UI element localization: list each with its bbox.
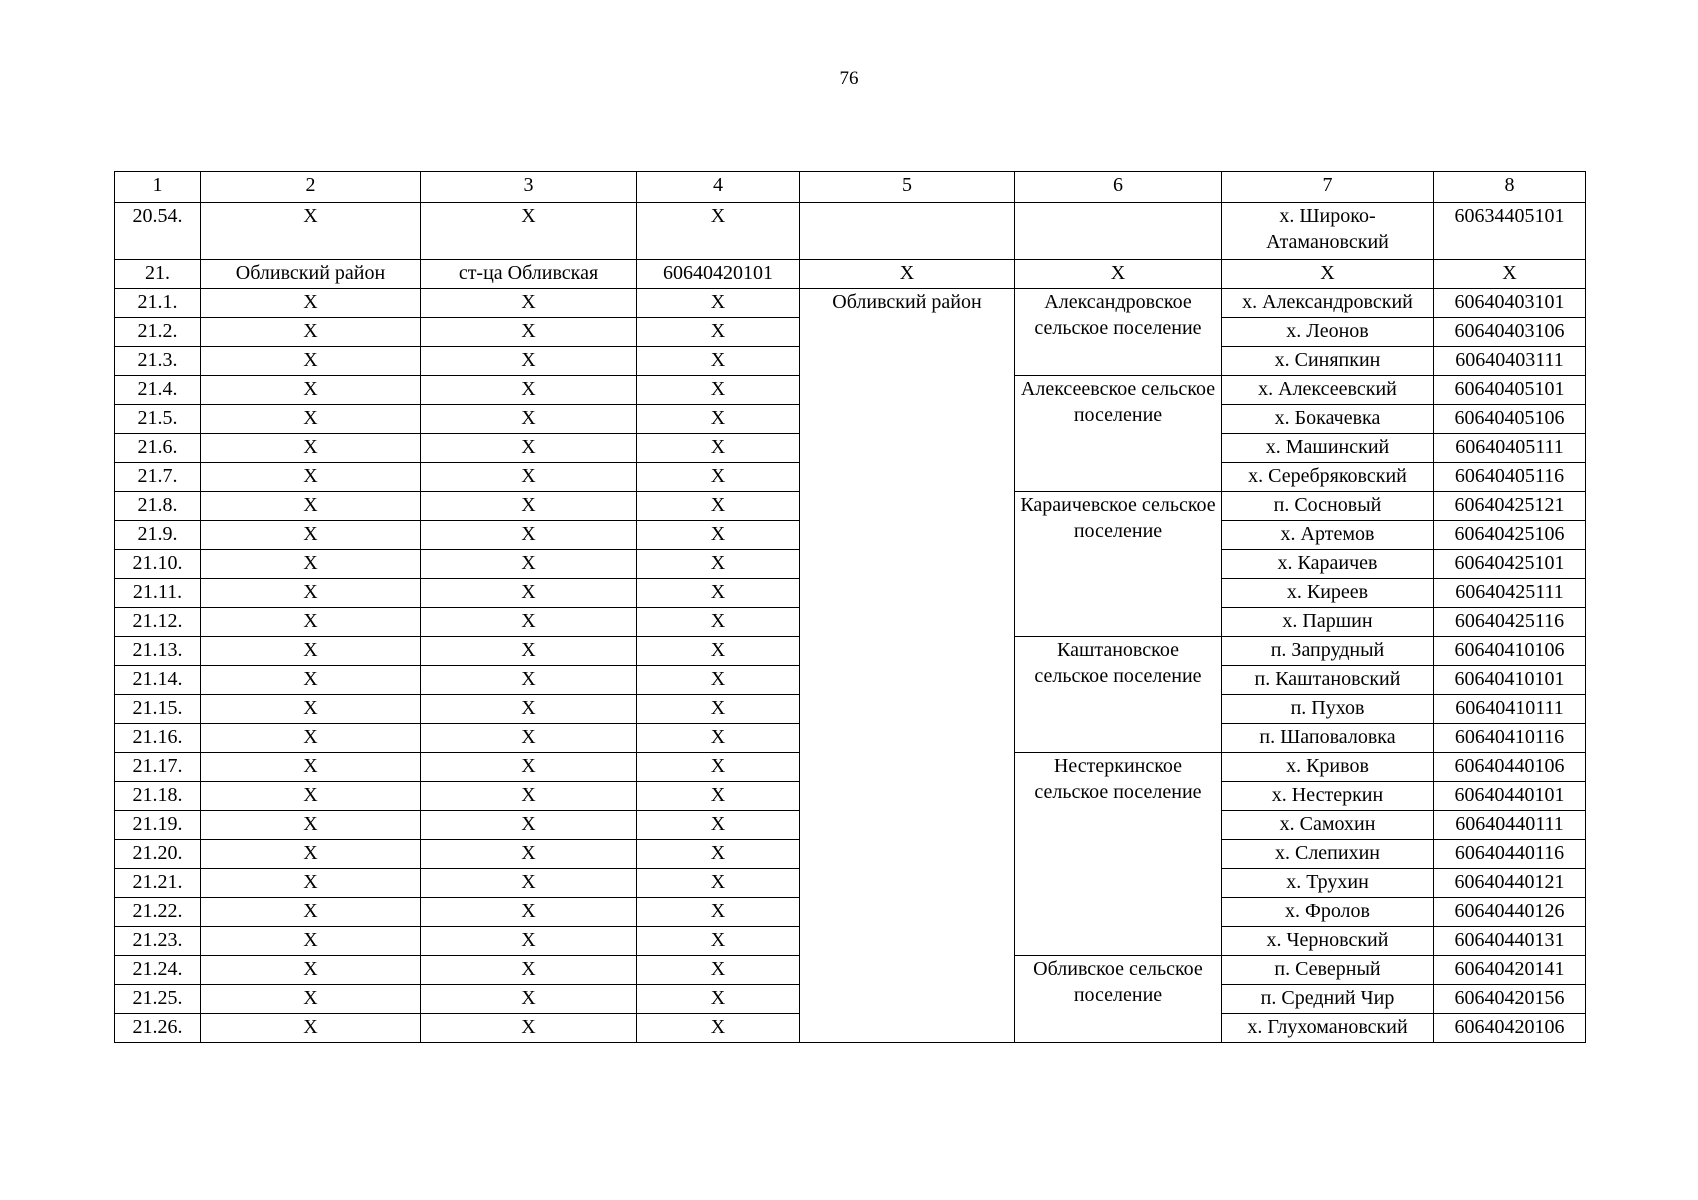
oktmo-code: 60640440111 (1434, 811, 1586, 840)
x-mark-cell: Х (421, 985, 637, 1014)
x-mark-cell: Х (201, 753, 421, 782)
row-number: 21.25. (115, 985, 201, 1014)
place-name: х. Синяпкин (1222, 347, 1434, 376)
place-name: х. Машинский (1222, 434, 1434, 463)
x-mark-cell: Х (637, 521, 800, 550)
table-cell: Х (800, 260, 1015, 289)
x-mark-cell: Х (421, 492, 637, 521)
x-mark-cell: Х (637, 492, 800, 521)
place-name: п. Северный (1222, 956, 1434, 985)
x-mark-cell: Х (421, 347, 637, 376)
oktmo-code: 60640425121 (1434, 492, 1586, 521)
x-mark-cell: Х (421, 724, 637, 753)
settlement-name: Обливское сельское поселение (1015, 956, 1222, 1043)
row-number: 21.1. (115, 289, 201, 318)
oktmo-code: 60640410101 (1434, 666, 1586, 695)
x-mark-cell: Х (201, 434, 421, 463)
row-number: 21.18. (115, 782, 201, 811)
column-header-row (115, 172, 1586, 203)
x-mark-cell: Х (201, 695, 421, 724)
oktmo-code: 60640410111 (1434, 695, 1586, 724)
x-mark-cell: Х (201, 376, 421, 405)
table-cell: 60640420101 (637, 260, 800, 289)
x-mark-cell: Х (637, 753, 800, 782)
x-mark-cell: Х (421, 927, 637, 956)
place-name: х. Караичев (1222, 550, 1434, 579)
table-cell (800, 203, 1015, 260)
row-number: 21.15. (115, 695, 201, 724)
x-mark-cell: Х (637, 898, 800, 927)
x-mark-cell: Х (201, 927, 421, 956)
place-name: х. Алексеевский (1222, 376, 1434, 405)
place-name: х. Фролов (1222, 898, 1434, 927)
row-number: 21.13. (115, 637, 201, 666)
place-name: х. Черновский (1222, 927, 1434, 956)
x-mark-cell: Х (637, 782, 800, 811)
place-name: х. Самохин (1222, 811, 1434, 840)
oktmo-code: 60640420156 (1434, 985, 1586, 1014)
x-mark-cell: Х (637, 318, 800, 347)
oktmo-code: 60640405106 (1434, 405, 1586, 434)
x-mark-cell: Х (421, 318, 637, 347)
table-cell: Обливский район (201, 260, 421, 289)
x-mark-cell: Х (421, 956, 637, 985)
x-mark-cell: Х (201, 956, 421, 985)
oktmo-code: 60640425106 (1434, 521, 1586, 550)
place-name: х. Глухомановский (1222, 1014, 1434, 1043)
x-mark-cell: Х (637, 927, 800, 956)
x-mark-cell: Х (421, 695, 637, 724)
column-header: 4 (637, 172, 800, 203)
x-mark-cell: Х (201, 985, 421, 1014)
place-name: х. Киреев (1222, 579, 1434, 608)
x-mark-cell: Х (637, 695, 800, 724)
row-number: 21.5. (115, 405, 201, 434)
oktmo-code: 60640403106 (1434, 318, 1586, 347)
row-number: 21.9. (115, 521, 201, 550)
place-name: х. Леонов (1222, 318, 1434, 347)
place-name: п. Сосновый (1222, 492, 1434, 521)
district-name: Обливский район (800, 289, 1015, 1043)
x-mark-cell: Х (637, 463, 800, 492)
x-mark-cell: Х (637, 434, 800, 463)
x-mark-cell: Х (421, 289, 637, 318)
place-name: х. Бокачевка (1222, 405, 1434, 434)
x-mark-cell: Х (201, 521, 421, 550)
x-mark-cell: Х (421, 637, 637, 666)
x-mark-cell: Х (201, 579, 421, 608)
row-number: 21.21. (115, 869, 201, 898)
settlements-table (114, 171, 1586, 1043)
table-row (115, 289, 1586, 318)
oktmo-code: 60640440101 (1434, 782, 1586, 811)
oktmo-code: 60640420106 (1434, 1014, 1586, 1043)
x-mark-cell: Х (421, 405, 637, 434)
table-cell: Х (637, 203, 800, 260)
oktmo-code: 60640440126 (1434, 898, 1586, 927)
row-number: 21. (115, 260, 201, 289)
x-mark-cell: Х (637, 666, 800, 695)
x-mark-cell: Х (421, 608, 637, 637)
x-mark-cell: Х (421, 898, 637, 927)
x-mark-cell: Х (421, 782, 637, 811)
place-name: х. Нестеркин (1222, 782, 1434, 811)
row-number: 21.16. (115, 724, 201, 753)
x-mark-cell: Х (421, 753, 637, 782)
x-mark-cell: Х (421, 463, 637, 492)
place-name: х. Кривов (1222, 753, 1434, 782)
column-header: 7 (1222, 172, 1434, 203)
place-name: х. Артемов (1222, 521, 1434, 550)
x-mark-cell: Х (201, 724, 421, 753)
x-mark-cell: Х (201, 898, 421, 927)
oktmo-code: 60640425111 (1434, 579, 1586, 608)
row-number: 21.8. (115, 492, 201, 521)
column-header: 5 (800, 172, 1015, 203)
x-mark-cell: Х (637, 608, 800, 637)
x-mark-cell: Х (637, 376, 800, 405)
column-header: 6 (1015, 172, 1222, 203)
settlement-name: Караичевское сельское поселение (1015, 492, 1222, 637)
x-mark-cell: Х (637, 869, 800, 898)
settlement-name: Александровское сельское поселение (1015, 289, 1222, 376)
oktmo-code: 60640403111 (1434, 347, 1586, 376)
column-header: 8 (1434, 172, 1586, 203)
table-cell: Х (201, 203, 421, 260)
row-number: 21.24. (115, 956, 201, 985)
x-mark-cell: Х (637, 405, 800, 434)
x-mark-cell: Х (637, 637, 800, 666)
x-mark-cell: Х (421, 840, 637, 869)
x-mark-cell: Х (201, 347, 421, 376)
place-name: х. Слепихин (1222, 840, 1434, 869)
place-name: х. Трухин (1222, 869, 1434, 898)
x-mark-cell: Х (201, 782, 421, 811)
x-mark-cell: Х (421, 811, 637, 840)
table-cell: Х (1434, 260, 1586, 289)
x-mark-cell: Х (637, 840, 800, 869)
x-mark-cell: Х (421, 434, 637, 463)
settlement-name: Каштановское сельское поселение (1015, 637, 1222, 753)
oktmo-code: 60640440116 (1434, 840, 1586, 869)
row-number: 21.2. (115, 318, 201, 347)
x-mark-cell: Х (637, 1014, 800, 1043)
table-body (115, 172, 1586, 1043)
x-mark-cell: Х (201, 289, 421, 318)
x-mark-cell: Х (637, 579, 800, 608)
place-name: п. Пухов (1222, 695, 1434, 724)
x-mark-cell: Х (421, 869, 637, 898)
place-name: п. Шаповаловка (1222, 724, 1434, 753)
settlement-name: Алексеевское сельское поселение (1015, 376, 1222, 492)
x-mark-cell: Х (637, 289, 800, 318)
x-mark-cell: Х (637, 347, 800, 376)
x-mark-cell: Х (201, 318, 421, 347)
row-number: 21.12. (115, 608, 201, 637)
x-mark-cell: Х (637, 811, 800, 840)
oktmo-code: 60640410106 (1434, 637, 1586, 666)
oktmo-code: 60640403101 (1434, 289, 1586, 318)
oktmo-code: 60640410116 (1434, 724, 1586, 753)
oktmo-code: 60640440106 (1434, 753, 1586, 782)
oktmo-code: 60640405111 (1434, 434, 1586, 463)
oktmo-code: 60640405116 (1434, 463, 1586, 492)
row-number: 21.11. (115, 579, 201, 608)
place-name: п. Средний Чир (1222, 985, 1434, 1014)
settlement-name: Нестеркинское сельское поселение (1015, 753, 1222, 956)
place-name: х. Паршин (1222, 608, 1434, 637)
oktmo-code: 60640405101 (1434, 376, 1586, 405)
column-header: 1 (115, 172, 201, 203)
row-number: 21.3. (115, 347, 201, 376)
x-mark-cell: Х (637, 985, 800, 1014)
oktmo-code: 60634405101 (1434, 203, 1586, 260)
x-mark-cell: Х (201, 492, 421, 521)
table-cell: Х (1222, 260, 1434, 289)
x-mark-cell: Х (637, 956, 800, 985)
x-mark-cell: Х (201, 550, 421, 579)
row-number: 21.6. (115, 434, 201, 463)
x-mark-cell: Х (421, 1014, 637, 1043)
place-name: х. Широко-Атамановский (1222, 203, 1434, 260)
x-mark-cell: Х (201, 405, 421, 434)
x-mark-cell: Х (201, 608, 421, 637)
x-mark-cell: Х (421, 376, 637, 405)
oktmo-code: 60640420141 (1434, 956, 1586, 985)
x-mark-cell: Х (201, 840, 421, 869)
column-header: 3 (421, 172, 637, 203)
table-cell: ст-ца Обливская (421, 260, 637, 289)
row-number: 21.17. (115, 753, 201, 782)
row-number: 21.14. (115, 666, 201, 695)
x-mark-cell: Х (201, 463, 421, 492)
x-mark-cell: Х (637, 550, 800, 579)
x-mark-cell: Х (421, 579, 637, 608)
row-number: 21.7. (115, 463, 201, 492)
row-number: 21.19. (115, 811, 201, 840)
table-cell: Х (1015, 260, 1222, 289)
place-name: п. Каштановский (1222, 666, 1434, 695)
x-mark-cell: Х (421, 666, 637, 695)
x-mark-cell: Х (201, 869, 421, 898)
oktmo-code: 60640425101 (1434, 550, 1586, 579)
table-row (115, 203, 1586, 260)
x-mark-cell: Х (201, 666, 421, 695)
place-name: х. Александровский (1222, 289, 1434, 318)
x-mark-cell: Х (637, 724, 800, 753)
row-number: 21.22. (115, 898, 201, 927)
row-number: 21.23. (115, 927, 201, 956)
oktmo-code: 60640440121 (1434, 869, 1586, 898)
page-number: 76 (839, 68, 859, 89)
row-number: 20.54. (115, 203, 201, 260)
row-number: 21.26. (115, 1014, 201, 1043)
place-name: п. Запрудный (1222, 637, 1434, 666)
table-row (115, 260, 1586, 289)
oktmo-code: 60640425116 (1434, 608, 1586, 637)
oktmo-code: 60640440131 (1434, 927, 1586, 956)
row-number: 21.20. (115, 840, 201, 869)
x-mark-cell: Х (201, 1014, 421, 1043)
table-cell (1015, 203, 1222, 260)
table-cell: Х (421, 203, 637, 260)
x-mark-cell: Х (421, 550, 637, 579)
row-number: 21.4. (115, 376, 201, 405)
x-mark-cell: Х (421, 521, 637, 550)
x-mark-cell: Х (201, 811, 421, 840)
column-header: 2 (201, 172, 421, 203)
place-name: х. Серебряковский (1222, 463, 1434, 492)
x-mark-cell: Х (201, 637, 421, 666)
row-number: 21.10. (115, 550, 201, 579)
